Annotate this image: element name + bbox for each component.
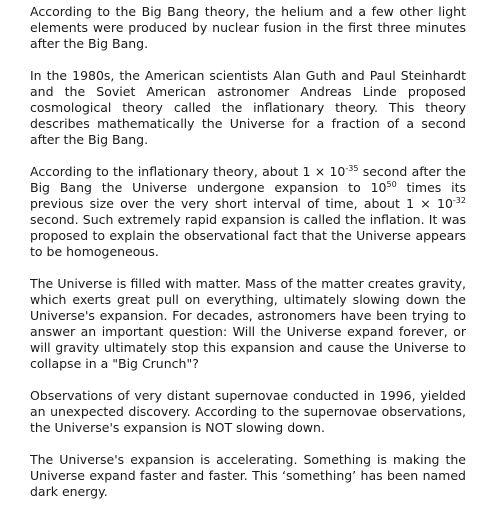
text: second after the Big Bang the Universe undergone expansion to 10	[30, 164, 466, 195]
paragraph-helium	[30, 4, 466, 52]
text: times its previous size over the very short interval of time, about 1 × 10	[30, 180, 467, 211]
paragraph-supernovae	[30, 388, 466, 436]
text: According to the Big Bang theory, the helium and a few other light elements were produced by nuclear fusion in the first three minutes after the Big Bang.	[30, 4, 466, 51]
text: According to the inflationary theory, about 1 × 10	[30, 164, 346, 179]
text: second. Such extremely rapid expansion is called the inflation. It was proposed to explain the observational fact that the Universe appears to be homogeneous.	[30, 212, 466, 259]
text: In the 1980s, the American scientists Alan Guth and Paul Steinhardt and the Soviet American astronomer Andreas Linde proposed cosmological theory called the inflationary theory. This theory describes mathematically the Universe for a fraction of a second after the Big Bang.	[30, 68, 466, 147]
text: The Universe's expansion is accelerating. Something is making the Universe expand faster and faster. This ‘something’ has been named dark energy.	[30, 452, 466, 499]
text: The Universe is filled with matter. Mass of the matter creates gravity, which exerts great pull on everything, ultimately slowing down the Universe's expansion. For decades, astronomers have been trying to answer an important question: Will the Universe expand forever, or will gravity ultimately stop this expansion and cause the Universe to collapse in a "Big Crunch"?	[30, 276, 466, 371]
exponent: -35	[345, 164, 359, 173]
paragraph-inflationary-origin	[30, 68, 466, 148]
exponent: -32	[452, 196, 466, 205]
paragraph-inflation	[30, 164, 466, 260]
exponent: 50	[386, 180, 397, 189]
paragraph-gravity	[30, 276, 466, 372]
paragraph-dark-energy	[30, 452, 466, 500]
text: Observations of very distant supernovae conducted in 1996, yielded an unexpected discovery. According to the supernovae observations, the Universe's expansion is NOT slowing down.	[30, 388, 466, 435]
